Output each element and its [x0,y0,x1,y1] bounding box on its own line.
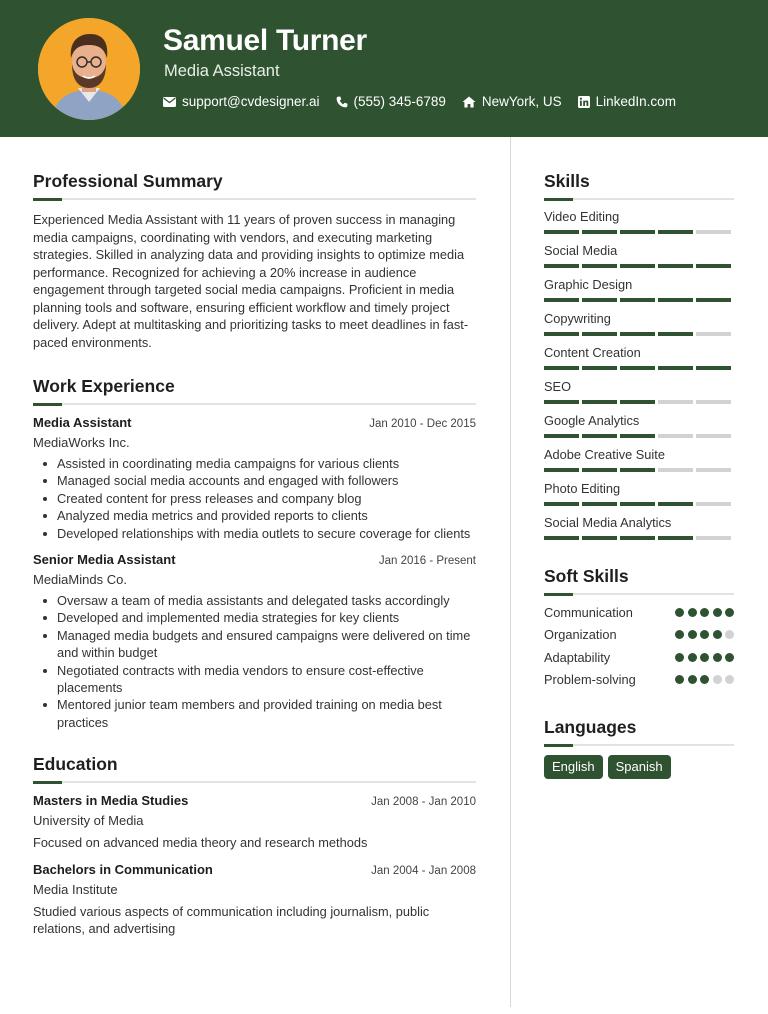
experience-section [33,375,476,731]
skill-name: Copywriting [544,311,611,326]
soft-skills-heading: Soft Skills [544,566,629,586]
list-item: Mentored junior team members and provided training on media best practices [33,696,476,731]
experience-heading: Work Experience [33,376,175,396]
rating-dot [688,653,697,662]
skill-level-segment [696,366,731,370]
skill-level-segment [658,264,693,268]
skill-level-segment [544,502,579,506]
skill-level-segment [696,468,731,472]
skill-level-segment [696,298,731,302]
job-company: MediaWorks Inc. [33,435,130,450]
skill-item [544,345,734,370]
skill-level-segment [696,332,731,336]
soft-skill-rating [672,630,735,639]
skill-level-segment [620,502,655,506]
skill-level-segment [696,400,731,404]
summary-heading: Professional Summary [33,171,223,191]
skill-level-bar [544,332,734,336]
skill-level-segment [620,366,655,370]
soft-skill-name: Organization [544,627,617,643]
soft-skill-item [544,669,734,692]
list-item: Managed social media accounts and engaged with followers [33,472,476,489]
skill-level-segment [696,536,731,540]
skill-level-segment [620,264,655,268]
skill-level-segment [658,400,693,404]
phone-icon [336,96,348,108]
skill-level-segment [620,298,655,302]
school-name: University of Media [33,813,144,829]
skill-level-segment [582,264,617,268]
skill-name: SEO [544,379,572,394]
contact-phone-text: (555) 345-6789 [353,94,446,109]
skill-level-segment [658,332,693,336]
skill-level-segment [582,298,617,302]
soft-skill-rating [672,653,735,662]
skill-level-segment [544,264,579,268]
rating-dot [688,630,697,639]
skill-level-bar [544,400,734,404]
skill-level-segment [582,502,617,506]
education-heading: Education [33,754,118,775]
job-title: Media Assistant [33,415,132,430]
skill-level-segment [696,434,731,438]
skill-name: Adobe Creative Suite [544,447,665,462]
contact-email[interactable] [163,94,320,109]
skill-level-segment [696,264,731,268]
list-item: Managed media budgets and ensured campaigns were delivered on time and within budget [33,627,476,662]
rating-dot [700,675,709,684]
skill-level-segment [544,230,579,234]
skill-item [544,413,734,438]
soft-skills-list [544,601,734,691]
contact-location-text: NewYork, US [481,94,562,109]
job-entry [33,552,476,731]
school-name: Media Institute [33,881,118,897]
skill-level-segment [696,502,731,506]
education-entry [33,862,476,938]
skill-level-segment [544,434,579,438]
skill-level-segment [658,230,693,234]
soft-skills-section [544,565,734,691]
contact-phone[interactable] [336,94,446,109]
skill-level-segment [544,536,579,540]
envelope-icon [163,97,176,107]
rating-dot [700,608,709,617]
skill-level-segment [582,536,617,540]
skill-level-segment [658,298,693,302]
skills-section [544,170,734,540]
job-company: MediaMinds Co. [33,572,127,588]
skills-list [544,209,734,540]
skill-level-bar [544,502,734,506]
section-rule [544,744,734,746]
job-title: Senior Media Assistant [33,552,176,568]
skill-level-bar [544,230,734,234]
list-item: Created content for press releases and company blog [33,490,476,507]
rating-dot [725,630,734,639]
list-item: Assisted in coordinating media campaigns for various clients [33,455,476,472]
skill-name: Social Media [544,243,618,258]
skill-level-segment [544,332,579,336]
skill-level-segment [620,468,655,472]
skill-level-segment [582,230,617,234]
soft-skill-rating [672,675,735,684]
candidate-role: Media Assistant [164,62,280,80]
rating-dot [688,608,697,617]
soft-skill-item [544,646,734,669]
section-rule [33,198,476,200]
degree-title: Masters in Media Studies [33,793,189,809]
education-date: Jan 2004 - Jan 2008 [371,864,476,877]
job-entry [33,415,476,542]
skill-level-segment [582,400,617,404]
rating-dot [700,630,709,639]
skill-level-segment [582,366,617,370]
soft-skill-name: Problem-solving [544,672,636,688]
education-description: Studied various aspects of communication including journalism, public relations, and advertising [33,903,430,937]
skill-level-bar [544,366,734,370]
skill-level-bar [544,264,734,268]
skill-level-segment [582,434,617,438]
skill-item [544,447,734,472]
skill-name: Google Analytics [544,413,640,428]
skills-heading: Skills [544,171,590,191]
education-description: Focused on advanced media theory and research methods [33,835,368,851]
contact-linkedin[interactable] [578,94,676,109]
skill-level-segment [620,434,655,438]
section-rule [544,593,734,595]
rating-dot [675,675,684,684]
rating-dot [675,630,684,639]
skill-item [544,481,734,506]
skill-level-segment [658,434,693,438]
skill-level-segment [658,468,693,472]
rating-dot [713,675,722,684]
list-item: Analyzed media metrics and provided reports to clients [33,507,476,524]
skill-level-segment [658,366,693,370]
skill-item [544,379,734,404]
skill-name: Graphic Design [544,277,633,292]
languages-section [544,716,734,779]
rating-dot [675,653,684,662]
section-rule [33,781,476,783]
skill-name: Photo Editing [544,481,621,496]
skill-item [544,277,734,302]
degree-title: Bachelors in Communication [33,861,213,877]
section-rule [544,198,734,200]
skill-level-segment [658,502,693,506]
skill-name: Content Creation [544,345,641,360]
rating-dot [725,653,734,662]
skill-level-bar [544,468,734,472]
summary-section [33,170,476,351]
rating-dot [713,653,722,662]
side-column [544,170,734,779]
rating-dot [688,675,697,684]
rating-dot [713,630,722,639]
contact-list [163,94,692,109]
education-entry [33,793,476,851]
job-date: Jan 2010 - Dec 2015 [369,418,476,430]
contact-email-text: support@cvdesigner.ai [182,94,320,109]
skill-level-segment [620,400,655,404]
contact-location [462,94,562,109]
skill-level-segment [620,230,655,234]
soft-skill-rating [672,608,735,617]
language-badge: English [544,755,603,779]
list-item: Oversaw a team of media assistants and delegated tasks accordingly [33,592,476,609]
linkedin-icon [578,96,590,108]
skill-level-bar [544,536,734,540]
soft-skill-name: Adaptability [544,649,611,665]
skill-level-segment [544,366,579,370]
skill-level-segment [544,298,579,302]
rating-dot [675,608,684,617]
skill-level-segment [544,400,579,404]
skill-item [544,311,734,336]
rating-dot [725,675,734,684]
avatar [38,18,140,120]
skill-name: Social Media Analytics [544,515,672,530]
rating-dot [713,608,722,617]
main-column [33,170,476,938]
languages-heading: Languages [544,717,637,737]
soft-skill-item [544,601,734,624]
rating-dot [725,608,734,617]
languages-list [544,755,734,779]
skill-level-bar [544,434,734,438]
home-icon [462,96,476,108]
skill-level-segment [696,230,731,234]
job-bullets [33,592,476,731]
section-rule [33,403,476,405]
skill-item [544,209,734,234]
skill-level-segment [582,332,617,336]
candidate-name: Samuel Turner [163,24,367,57]
skill-level-segment [582,468,617,472]
skill-level-segment [658,536,693,540]
soft-skill-item [544,624,734,647]
skill-level-bar [544,298,734,302]
rating-dot [700,653,709,662]
skill-name: Video Editing [544,209,620,224]
contact-linkedin-text: LinkedIn.com [595,94,676,109]
list-item: Developed relationships with media outlets to secure coverage for clients [33,525,476,542]
list-item: Negotiated contracts with media vendors to ensure cost-effective placements [33,662,476,697]
skill-level-segment [544,468,579,472]
education-date: Jan 2008 - Jan 2010 [371,796,476,809]
skill-item [544,243,734,268]
soft-skill-name: Communication [544,604,633,620]
skill-level-segment [620,332,655,336]
job-date: Jan 2016 - Present [378,555,476,568]
education-section [33,753,476,937]
skill-item [544,515,734,540]
job-bullets [33,455,476,542]
column-divider [510,137,511,1007]
summary-text: Experienced Media Assistant with 11 years of proven success in managing media campaigns, coordinating with vendors, and executing marketing strategies. Skilled in analyzing data and providing insights to optimize media performance. Recognized for achieving a 20% increase in audience engagement through targeted social media campaigns. Proficient in media planning tools and software, ensuring efficient workflow and timely project delivery. Adept at multitasking and prioritizing tasks to meet deadlines in fast-paced environments. [33,212,469,350]
list-item: Developed and implemented media strategies for key clients [33,609,476,626]
skill-level-segment [620,536,655,540]
language-badge: Spanish [608,755,671,779]
resume-header [0,0,768,137]
